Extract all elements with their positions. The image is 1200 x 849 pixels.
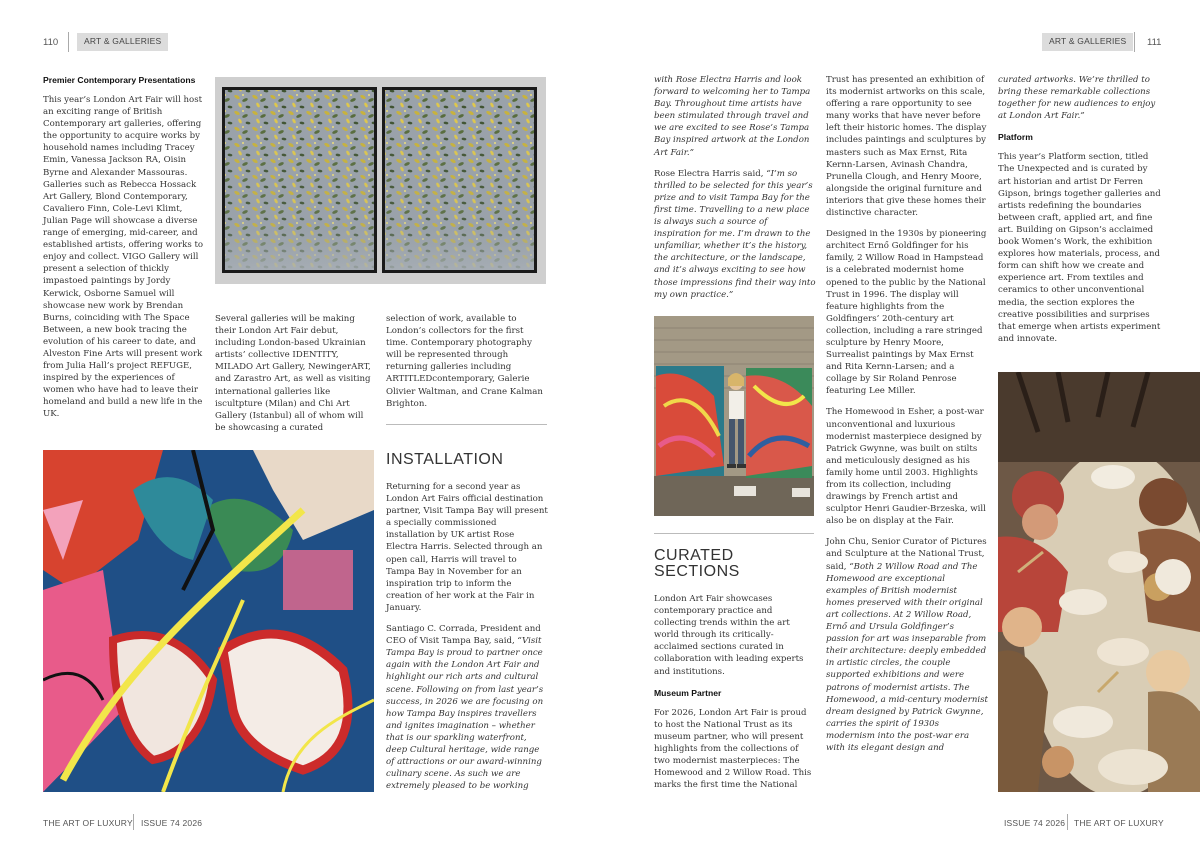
national-trust-paragraph: Trust has presented an exhibition of its modernist artworks on this scale, offering a rare opportunity to see many works that have never before left their historic homes. The display includes paintings and sculptures by masters such as Max Ernst, Rita Kernn-Larsen, Avinash Chandra, Prunella Clough, and Henry Moore, alongside the original furniture and interiors that give these homes their distinctive character. [826, 75, 987, 219]
curated-rule [654, 533, 814, 534]
platform-paragraph: This year’s Platform section, titled The Unexpected and is curated by art historian and artist Dr Ferren Gipson, brings together galleries and artists redefining the boundaries between craft, applied art, and fine art. Building on Gipson’s acclaimed book Women’s Work, the exhibition explores how materials, process, and form can shift how we create and experience art. From textiles and ceramics to other unconventional media, the section explores the creative possibilities and surprises that emerge when artists experiment and innovate. [998, 152, 1161, 344]
feast-painting-art [998, 372, 1200, 792]
footer-title-left: THE ART OF LUXURY [43, 818, 133, 828]
premier-heading: Premier Contemporary Presentations [43, 75, 196, 85]
footer-issue-right: ISSUE 74 2026 [1004, 818, 1066, 828]
premier-paragraph: This year’s London Art Fair will host an exciting range of British Contemporary art galleries, offering the opportunity to acquire works by household names including Tracey Emin, Vanessa Jackson RA, Oisin Byrne and Alexander Massouras. Galleries such as Rebecca Hossack Art Gallery, Blond Contemporary, Cavaliero Finn, Cole-Levi Klimt, Julian Page will showcase a diverse range of emerging, mid-career, and established artists, offering works to enjoy and collect. VIGO Gallery will present a selection of thickly impastoed paintings by Jordy Kerwick, Osborne Samuel will showcase new work by Brendan Burns, coinciding with The Space Between, a new book tracing the evolution of his career to date, and Alveston Fine Arts will present work from Julia Hall’s project REFUGE, inspired by the experiences of women who have had to leave their homeland and build a new life in the UK. [43, 95, 204, 420]
footer-divider-right [1067, 814, 1068, 830]
harris-welcome-quote [654, 74, 816, 159]
curated-paragraph: London Art Fair showcases contemporary practice and collecting trends within the art world through its critically-acclaimed sections curated in collaboration with leading experts and institutions. [654, 594, 804, 677]
page-number-left: 110 [43, 37, 59, 48]
footer-issue-left: ISSUE 74 2026 [141, 818, 203, 828]
right-column-2 [826, 74, 988, 763]
right-column-1-top [654, 74, 816, 310]
left-column-3 [386, 313, 548, 419]
chu-quote: “Both 2 Willow Road and The Homewood are exceptional examples of British modernist homes preserved with their original art collections. At 2 Willow Road, Ernő and Ursula Goldfinger’s passion for art was inseparable from their architecture: deeply embedded in artistic circles, the couple supported exhibitions and were patrons of modernist artists. The Homewood, a mid-century modernist dream designed by Patrick Gwynne, carries the spirit of 1930s modernism into the post-war era with its elegant design and [826, 561, 989, 753]
diptych-painting-art [215, 77, 546, 284]
left-column-1 [43, 74, 206, 430]
section-tag-right: ART & GALLERIES [1042, 33, 1133, 51]
section-tag-left: ART & GALLERIES [77, 33, 168, 51]
harris-attribution: Rose Electra Harris said, [654, 168, 767, 179]
installation-column [386, 481, 548, 801]
chu-quote-continued [998, 74, 1161, 122]
left-column-2 [215, 313, 375, 443]
museum-partner-heading: Museum Partner [654, 687, 722, 698]
platform-heading: Platform [998, 132, 1033, 143]
chu-quote-end: curated artworks. We’re thrilled to bring these remarkable collections together for new audiences to enjoy at London Art Fair.” [998, 75, 1156, 122]
harris-paragraph [654, 168, 816, 301]
footer-divider-left [133, 814, 134, 830]
feast-painting-image [998, 372, 1200, 792]
header-divider-left [68, 32, 69, 52]
artist-photo-art [654, 316, 814, 516]
curated-heading-line-2: SECTIONS [654, 563, 740, 580]
header-divider-right [1134, 32, 1135, 52]
abstract-painting-art [43, 450, 374, 792]
installation-heading: INSTALLATION [386, 451, 504, 468]
footer-title-right: THE ART OF LUXURY [1074, 818, 1164, 828]
corrada-quote-continued: with Rose Electra Harris and look forward to welcoming her to Tampa Bay. Throughout time artists have been stimulated through travel and we are excited to see Rose’s Tampa Bay inspired artwork at the London Art Fair.” [654, 75, 811, 158]
museum-partner-paragraph: For 2026, London Art Fair is proud to host the National Trust as its museum partner, who will present highlights from the collections of two modernist masterpieces: The Homewood and 2 Willow Road. This marks the first time the National [654, 707, 812, 791]
chu-paragraph [826, 536, 988, 754]
curated-heading-line-1: CURATED [654, 547, 734, 564]
chu-attribution: John Chu, Senior Curator of Pictures and Sculpture at the National Trust, said, [826, 537, 987, 572]
right-column-3 [998, 74, 1161, 354]
right-column-1-bottom [654, 593, 816, 800]
installation-paragraph-1: Returning for a second year as London Art Fairs official destination partner, Visit Tampa Bay will present a specially commissioned installation by UK artist Rose Electra Harris. Selected through an open call, Harris will travel to Tampa Bay in November for an inspiration trip to inform the creation of her work at the Fair in January. [386, 482, 548, 613]
homewood-paragraph: The Homewood in Esher, a post-war unconventional and luxurious modernist masterpiece designed by Patrick Gwynne, was built on stilts and meticulously designed as his family home until 2003. Highlights from its collection, including drawings by French artist and sculptor Henri Gaudier-Brzeska, will also be on display at the Fair. [826, 407, 986, 527]
photography-paragraph: selection of work, available to London’s collectors for the first time. Contemporary photography will be represented through returning galleries including ARTITLEDcontemporary, Galerie Olivier Waltman, and Crane Kalman Brighton. [386, 314, 543, 409]
page-number-right: 111 [1147, 37, 1162, 48]
abstract-painting-image [43, 450, 374, 792]
corrada-quote: “Visit Tampa Bay is proud to partner once again with the London Art Fair and highlight our rich arts and cultural scene. Following on from last year’s success, in 2026 we are focusing on how Tampa Bay inspires travellers and ignites imagination – whether that is our sparkling waterfront, deep Cultural heritage, wide range of attractions or our award-winning culinary scene. As such we are extremely pleased to be working [386, 636, 544, 792]
installation-rule [386, 424, 547, 425]
harris-quote: “I’m so thrilled to be selected for this year’s prize and to visit Tampa Bay for the first time. Travelling to a new place is always such a source of inspiration for me. I’m drawn to the unfamiliar, whether it’s the history, the architecture, or the landscape, and it’s always exciting to see how those impressions find their way into my own practice.” [654, 168, 816, 300]
corrada-attribution: Santiago C. Corrada, President and CEO of Visit Tampa Bay, said, [386, 624, 541, 647]
diptych-painting-image [215, 77, 546, 284]
artist-photo-image [654, 316, 814, 516]
installation-paragraph-2 [386, 623, 548, 792]
willow-road-paragraph: Designed in the 1930s by pioneering architect Ernő Goldfinger for his family, 2 Willow Road in Hampstead is a celebrated modernist home opened to the public by the National Trust in 1996. The display will feature highlights from the Goldfingers’ 20th-century art collection, including a rare stringed sculpture by Henry Moore, Surrealist paintings by Max Ernst and Rita Kernn-Larsen; and a collage by Sir Roland Penrose featuring Lee Miller. [826, 229, 987, 397]
debut-galleries-paragraph: Several galleries will be making their London Art Fair debut, including London-based Ukrainian artists’ collective IDENTITY, MILADO Art Gallery, NewingerART, and Zarastro Art, as well as visiting international galleries like iscultpture (Milan) and Chi Art Gallery (Istanbul) all of whom will be showcasing a curated [215, 314, 371, 433]
